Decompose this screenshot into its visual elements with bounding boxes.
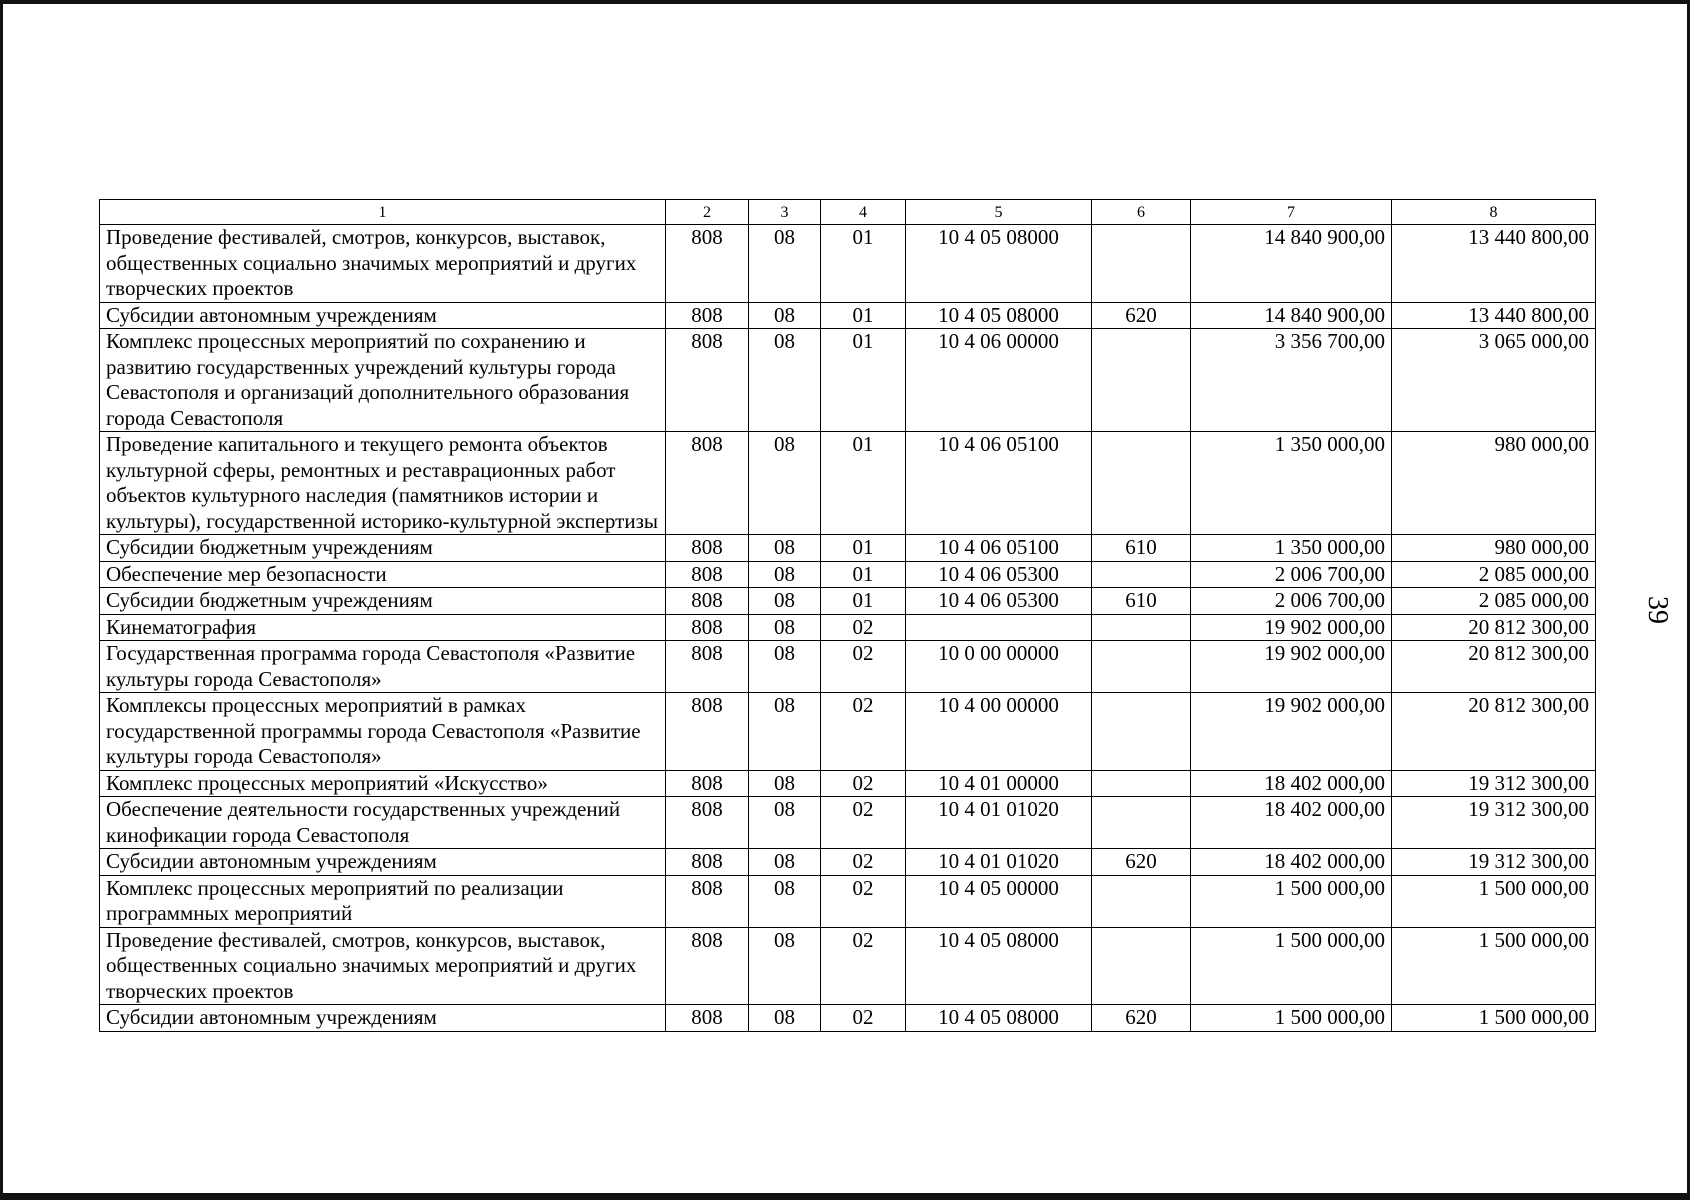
header-cell: 8 <box>1392 200 1596 225</box>
amount-year1-cell: 19 902 000,00 <box>1191 641 1392 693</box>
target-article-cell: 10 4 05 08000 <box>906 1005 1092 1032</box>
expense-type-cell: 610 <box>1092 588 1191 615</box>
expense-type-cell: 610 <box>1092 535 1191 562</box>
amount-year1-cell: 2 006 700,00 <box>1191 561 1392 588</box>
budget-table <box>99 199 1596 1032</box>
section-cell: 08 <box>749 225 821 303</box>
item-name-cell: Комплекс процессных мероприятий по сохранению и развитию государственных учреждений культуры города Севастополя и организаций дополнительного образования города Севастополя <box>100 329 666 432</box>
item-name-cell: Обеспечение мер безопасности <box>100 561 666 588</box>
ministry-code-cell: 808 <box>666 432 749 535</box>
amount-year2-cell: 980 000,00 <box>1392 535 1596 562</box>
expense-type-cell: 620 <box>1092 1005 1191 1032</box>
item-name-cell: Субсидии бюджетным учреждениям <box>100 535 666 562</box>
target-article-cell: 10 4 06 00000 <box>906 329 1092 432</box>
amount-year1-cell: 14 840 900,00 <box>1191 302 1392 329</box>
expense-type-cell <box>1092 614 1191 641</box>
table-body <box>100 225 1596 1032</box>
section-cell: 08 <box>749 588 821 615</box>
table-row <box>100 588 1596 615</box>
subsection-cell: 01 <box>821 588 906 615</box>
ministry-code-cell: 808 <box>666 641 749 693</box>
table-row <box>100 693 1596 771</box>
amount-year1-cell: 18 402 000,00 <box>1191 797 1392 849</box>
header-cell: 5 <box>906 200 1092 225</box>
amount-year2-cell: 20 812 300,00 <box>1392 641 1596 693</box>
amount-year2-cell: 1 500 000,00 <box>1392 875 1596 927</box>
ministry-code-cell: 808 <box>666 770 749 797</box>
ministry-code-cell: 808 <box>666 849 749 876</box>
amount-year1-cell: 18 402 000,00 <box>1191 770 1392 797</box>
subsection-cell: 02 <box>821 875 906 927</box>
ministry-code-cell: 808 <box>666 302 749 329</box>
header-cell: 1 <box>100 200 666 225</box>
ministry-code-cell: 808 <box>666 797 749 849</box>
item-name-cell: Государственная программа города Севастополя «Развитие культуры города Севастополя» <box>100 641 666 693</box>
amount-year2-cell: 19 312 300,00 <box>1392 797 1596 849</box>
subsection-cell: 02 <box>821 641 906 693</box>
item-name-cell: Субсидии автономным учреждениям <box>100 1005 666 1032</box>
subsection-cell: 02 <box>821 927 906 1005</box>
expense-type-cell <box>1092 329 1191 432</box>
section-cell: 08 <box>749 561 821 588</box>
ministry-code-cell: 808 <box>666 535 749 562</box>
target-article-cell: 10 4 01 01020 <box>906 797 1092 849</box>
table-row <box>100 641 1596 693</box>
amount-year1-cell: 19 902 000,00 <box>1191 614 1392 641</box>
section-cell: 08 <box>749 693 821 771</box>
section-cell: 08 <box>749 641 821 693</box>
section-cell: 08 <box>749 849 821 876</box>
amount-year2-cell: 980 000,00 <box>1392 432 1596 535</box>
target-article-cell: 10 4 05 08000 <box>906 225 1092 303</box>
amount-year2-cell: 13 440 800,00 <box>1392 302 1596 329</box>
target-article-cell: 10 4 06 05100 <box>906 535 1092 562</box>
item-name-cell: Комплекс процессных мероприятий по реализации программных мероприятий <box>100 875 666 927</box>
section-cell: 08 <box>749 927 821 1005</box>
item-name-cell: Субсидии автономным учреждениям <box>100 849 666 876</box>
table-row <box>100 225 1596 303</box>
header-cell: 7 <box>1191 200 1392 225</box>
target-article-cell: 10 4 06 05300 <box>906 588 1092 615</box>
amount-year2-cell: 3 065 000,00 <box>1392 329 1596 432</box>
amount-year1-cell: 18 402 000,00 <box>1191 849 1392 876</box>
expense-type-cell <box>1092 693 1191 771</box>
item-name-cell: Комплексы процессных мероприятий в рамках государственной программы города Севастополя «Развитие культуры города Севастополя» <box>100 693 666 771</box>
expense-type-cell <box>1092 432 1191 535</box>
section-cell: 08 <box>749 302 821 329</box>
header-cell: 4 <box>821 200 906 225</box>
section-cell: 08 <box>749 614 821 641</box>
table-row <box>100 849 1596 876</box>
subsection-cell: 02 <box>821 797 906 849</box>
item-name-cell: Кинематография <box>100 614 666 641</box>
target-article-cell: 10 4 06 05100 <box>906 432 1092 535</box>
item-name-cell: Субсидии бюджетным учреждениям <box>100 588 666 615</box>
section-cell: 08 <box>749 1005 821 1032</box>
subsection-cell: 01 <box>821 302 906 329</box>
amount-year2-cell: 1 500 000,00 <box>1392 1005 1596 1032</box>
amount-year1-cell: 19 902 000,00 <box>1191 693 1392 771</box>
page-number: 39 <box>1642 596 1673 624</box>
expense-type-cell <box>1092 770 1191 797</box>
amount-year1-cell: 2 006 700,00 <box>1191 588 1392 615</box>
expense-type-cell: 620 <box>1092 849 1191 876</box>
amount-year2-cell: 2 085 000,00 <box>1392 588 1596 615</box>
target-article-cell: 10 4 05 08000 <box>906 927 1092 1005</box>
amount-year1-cell: 1 350 000,00 <box>1191 432 1392 535</box>
amount-year1-cell: 1 500 000,00 <box>1191 875 1392 927</box>
subsection-cell: 02 <box>821 1005 906 1032</box>
amount-year1-cell: 1 500 000,00 <box>1191 927 1392 1005</box>
amount-year1-cell: 14 840 900,00 <box>1191 225 1392 303</box>
table-row <box>100 797 1596 849</box>
ministry-code-cell: 808 <box>666 614 749 641</box>
item-name-cell: Субсидии автономным учреждениям <box>100 302 666 329</box>
amount-year1-cell: 1 500 000,00 <box>1191 1005 1392 1032</box>
expense-type-cell <box>1092 641 1191 693</box>
subsection-cell: 01 <box>821 225 906 303</box>
target-article-cell: 10 4 05 00000 <box>906 875 1092 927</box>
ministry-code-cell: 808 <box>666 588 749 615</box>
expense-type-cell <box>1092 927 1191 1005</box>
expense-type-cell <box>1092 225 1191 303</box>
ministry-code-cell: 808 <box>666 561 749 588</box>
expense-type-cell <box>1092 797 1191 849</box>
expense-type-cell <box>1092 561 1191 588</box>
target-article-cell: 10 0 00 00000 <box>906 641 1092 693</box>
subsection-cell: 01 <box>821 535 906 562</box>
header-cell: 3 <box>749 200 821 225</box>
ministry-code-cell: 808 <box>666 693 749 771</box>
subsection-cell: 02 <box>821 770 906 797</box>
subsection-cell: 02 <box>821 693 906 771</box>
item-name-cell: Обеспечение деятельности государственных учреждений кинофикации города Севастополя <box>100 797 666 849</box>
target-article-cell: 10 4 00 00000 <box>906 693 1092 771</box>
expense-type-cell <box>1092 875 1191 927</box>
amount-year1-cell: 1 350 000,00 <box>1191 535 1392 562</box>
table-row <box>100 302 1596 329</box>
section-cell: 08 <box>749 329 821 432</box>
item-name-cell: Проведение фестивалей, смотров, конкурсов, выставок, общественных социально значимых мероприятий и других творческих проектов <box>100 927 666 1005</box>
section-cell: 08 <box>749 535 821 562</box>
table-row <box>100 875 1596 927</box>
header-row <box>100 200 1596 225</box>
ministry-code-cell: 808 <box>666 225 749 303</box>
section-cell: 08 <box>749 797 821 849</box>
table-row <box>100 561 1596 588</box>
subsection-cell: 01 <box>821 329 906 432</box>
amount-year1-cell: 3 356 700,00 <box>1191 329 1392 432</box>
subsection-cell: 02 <box>821 849 906 876</box>
amount-year2-cell: 13 440 800,00 <box>1392 225 1596 303</box>
target-article-cell: 10 4 01 01020 <box>906 849 1092 876</box>
amount-year2-cell: 2 085 000,00 <box>1392 561 1596 588</box>
table-row <box>100 329 1596 432</box>
table-row <box>100 770 1596 797</box>
target-article-cell: 10 4 05 08000 <box>906 302 1092 329</box>
subsection-cell: 01 <box>821 432 906 535</box>
subsection-cell: 01 <box>821 561 906 588</box>
expense-type-cell: 620 <box>1092 302 1191 329</box>
target-article-cell: 10 4 01 00000 <box>906 770 1092 797</box>
ministry-code-cell: 808 <box>666 927 749 1005</box>
amount-year2-cell: 19 312 300,00 <box>1392 849 1596 876</box>
table-row <box>100 1005 1596 1032</box>
amount-year2-cell: 1 500 000,00 <box>1392 927 1596 1005</box>
item-name-cell: Проведение капитального и текущего ремонта объектов культурной сферы, ремонтных и реставрационных работ объектов культурного наследия (памятников истории и культуры), государственной историко-культурной экспертизы <box>100 432 666 535</box>
item-name-cell: Комплекс процессных мероприятий «Искусство» <box>100 770 666 797</box>
table-row <box>100 432 1596 535</box>
header-cell: 6 <box>1092 200 1191 225</box>
amount-year2-cell: 20 812 300,00 <box>1392 614 1596 641</box>
item-name-cell: Проведение фестивалей, смотров, конкурсов, выставок, общественных социально значимых мероприятий и других творческих проектов <box>100 225 666 303</box>
subsection-cell: 02 <box>821 614 906 641</box>
table-row <box>100 614 1596 641</box>
section-cell: 08 <box>749 770 821 797</box>
ministry-code-cell: 808 <box>666 1005 749 1032</box>
amount-year2-cell: 19 312 300,00 <box>1392 770 1596 797</box>
ministry-code-cell: 808 <box>666 875 749 927</box>
header-cell: 2 <box>666 200 749 225</box>
table-row <box>100 535 1596 562</box>
amount-year2-cell: 20 812 300,00 <box>1392 693 1596 771</box>
section-cell: 08 <box>749 875 821 927</box>
ministry-code-cell: 808 <box>666 329 749 432</box>
table-row <box>100 927 1596 1005</box>
section-cell: 08 <box>749 432 821 535</box>
target-article-cell: 10 4 06 05300 <box>906 561 1092 588</box>
target-article-cell <box>906 614 1092 641</box>
